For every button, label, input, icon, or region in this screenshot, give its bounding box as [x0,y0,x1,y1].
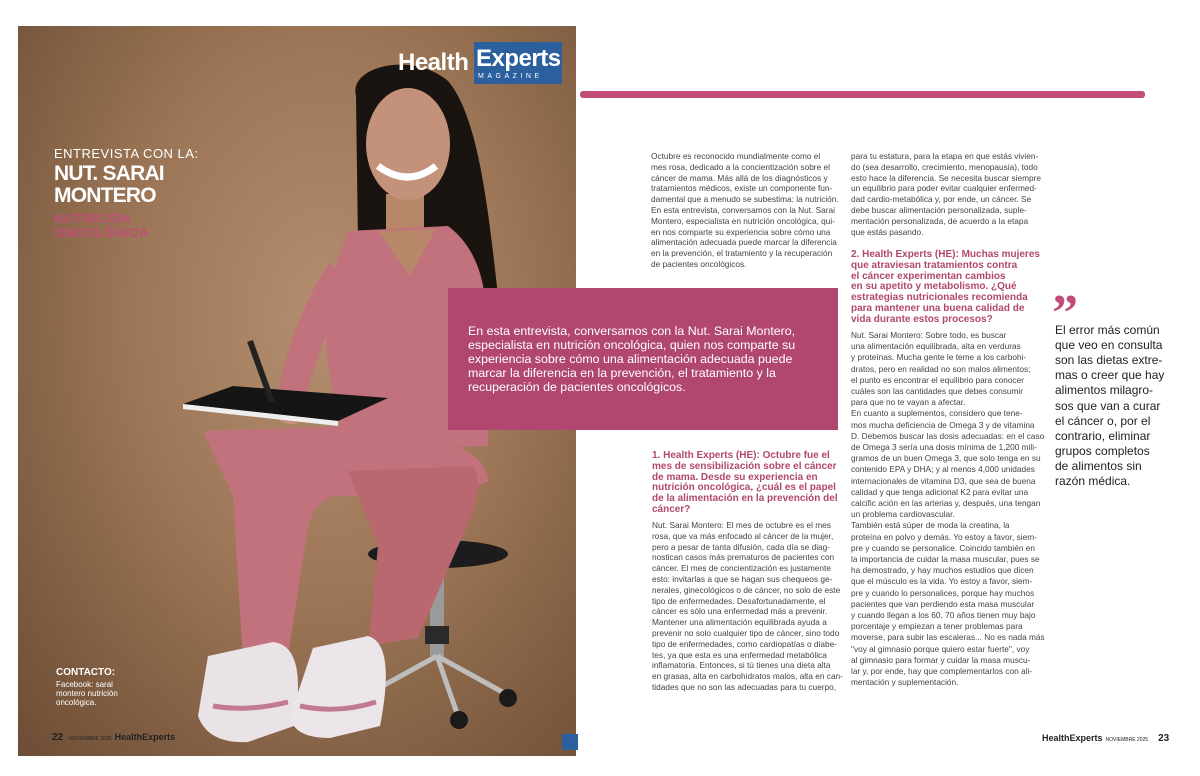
folio-brand: HealthExperts [1042,733,1103,743]
question-line: 1. Health Experts (HE): Octubre fue el [652,450,830,461]
pull-quote-line: El error más común [1055,323,1160,337]
answer-line: do (sea desarrollo, crecimiento, menopausia), todo [851,161,1038,172]
specialty-line: NUTRICIÓN [54,211,131,226]
right-page-folio [1042,733,1169,744]
folio-month: NOVIEMBRE 2025 [69,736,112,742]
interviewee-name-line: NUT. SARAI [54,162,164,185]
answer-line: dratos, pero en realidad no son malos alimentos; [851,363,1031,374]
answer-line: En cuanto a suplementos, considero que tene- [851,408,1023,419]
logo-subtitle: MAGAZINE [478,73,543,80]
answer-line: pre y cuando lo personalices, porque hay muchos [851,587,1035,598]
intro-line: en nos comparte su experiencia sobre cómo una [651,226,831,237]
callout-line: experiencia sobre cómo una alimentación adecuada puede [468,352,793,366]
pull-quote-line: alimentos milagro- [1055,383,1154,398]
page-number: 22 [52,732,64,743]
question-line: nutrición oncológica, ¿cuál es el papel [652,482,836,494]
pull-quote-line: contrario, eliminar [1055,428,1151,443]
answer-line: mentación y suplementación. [851,677,959,688]
left-page-folio [52,732,175,743]
answer-line: calidad y que tenga adicional K2 para evitar una [851,486,1029,497]
answer-line: tidades que no son las adecuadas para tu cuerpo, [652,682,837,692]
intro-line: mes rosa, dedicado a la concientización sobre el [651,161,830,172]
intro-line: En esta entrevista, conversamos con la Nut. Sarai [651,205,836,215]
callout-box [448,288,838,430]
answer-line: esto hace la diferencia. Se necesita buscar siempre [851,172,1042,183]
quote-mark-icon: ” [1052,285,1078,342]
magazine-logo [398,42,562,84]
logo-word-experts: Experts [476,45,561,72]
answer-line: lar y, por ende, hay que complementarlos con ali- [851,666,1033,676]
answer-line: pacientes que van perdiendo esta masa muscular [851,598,1035,609]
answer-line: También está súper de moda la creatina, la [851,520,1010,531]
answer-line: pero a pesar de tanta difusión, cada día se diag- [652,541,831,552]
answer-line: que el músculo es la vida. Yo estoy a favor, siem- [851,576,1033,587]
folio-month: NOVIEMBRE 2025 [1105,737,1149,743]
answer-line: tes, ya que esta es una enfermedad metabólica [652,649,827,660]
intro-line: alimentación adecuada puede marcar la diferencia [651,237,837,248]
answer-line: mentación personalizada, de acuerdo a la etapa [851,215,1029,226]
contact-title: CONTACTO: [56,667,116,678]
pull-quote-line: el cáncer o, por el [1055,413,1151,428]
answer-line: Nut. Sarai Montero: Sobre todo, es buscar [851,330,1007,340]
question-line: de la alimentación en la prevención del [652,493,838,505]
answer-line: tipo de enfermedades. Desafortunadamente, el [652,595,826,606]
answer-line: una alimentación equilibrada, alta en verduras [851,341,1021,352]
pull-quote-line: son las dietas extre- [1055,353,1163,368]
question-line: mes de sensibilización sobre el cáncer [652,460,837,472]
question-line: estrategias nutricionales recomienda [851,292,1028,304]
answer-line: debe buscar alimentación personalizada, suple- [851,205,1027,215]
answer-line: cuáles son las cantidades que debes consumir [851,386,1024,396]
intro-line: Octubre es reconocido mundialmente como el [651,151,821,161]
intro-line: Montero, especialista en nutrición oncológica, qui- [651,215,836,226]
callout-line: recuperación de pacientes oncológicos. [468,380,686,394]
answer-line: mos mucha deficiencia de Omega 3 y de vitamina [851,419,1035,430]
interviewee-name-line: MONTERO [54,184,156,207]
answer-line: calcific ación en las arterias y, después, una tengan [851,498,1041,508]
answer-line: proteína en polvo y demás. Yo estoy a favor, siem- [851,531,1037,542]
answer-line: nostican casos más prematuros de pacientes con [652,552,835,563]
callout-line: En esta entrevista, conversamos con la Nut. Sarai Montero, [468,324,796,338]
intro-line: cáncer de mama. Más allá de los diagnósticos y [651,172,828,183]
answer-line: contenido EPA y DHA; y al menos 4,000 unidades [851,464,1035,475]
answer-line: el punto es encontrar el equilibrio para conocer [851,374,1024,385]
answer-line: nerales, ginecológicos o de cáncer, no solo de este [652,584,841,595]
question-line: para mantener una buena calidad de [851,303,1025,314]
answer-line: cáncer. El mes de concientización es justamente [652,563,831,574]
pull-quote-line: mas o creer que hay [1055,368,1165,383]
answer-line: un problema cardiovascular. [851,509,955,520]
answer-line: Nut. Sarai Montero: El mes de octubre es el mes [652,520,831,530]
answer-line: prevenir no solo cualquier tipo de cáncer, sino todo [652,628,840,638]
answer-line: y proteínas. Mucha gente le teme a los carbohi- [851,352,1027,363]
answer-line: gramos de un buen Omega 3, que solo tenga en su [851,453,1041,464]
answer-line: la importancia de cuidar la masa muscular, pues se [851,554,1040,564]
answer-line: al gimnasio para formar y cuidar la masa muscu- [851,654,1031,665]
question-line: en su apetito y metabolismo. ¿Qué [851,281,1017,293]
pull-quote-line: grupos completos [1055,443,1150,458]
folio-brand: HealthExperts [114,732,176,742]
interview-intro-label: ENTREVISTA CON LA: [54,146,199,161]
intro-line: en la prevención, el tratamiento y la recuperación [651,248,833,259]
callout-line: marcar la diferencia en la prevención, el tratamiento y la [468,366,776,380]
callout-line: especialista en nutrición oncológica, quien nos comparte su [468,338,796,352]
answer-line: de Omega 3 sería una dosis mínima de 1,200 mili- [851,442,1037,452]
contact-line: Facebook: sarai [56,680,113,689]
answer-line: inflamatoria. Entonces, si tú tienes una dieta alta [652,660,831,671]
question-line: que atraviesan tratamientos contra [851,259,1018,271]
answer-line: cáncer es sólo una enfermedad más a prevenir. [652,606,828,617]
answer-line: que estás pasando. [851,226,924,237]
answer-line: D. Debemos buscar las dosis adecuadas: en el caso [851,430,1045,441]
answer-line: un equilibrio para poder evitar cualquier enfermed- [851,183,1037,194]
answer-line: tipo de enfermedades, como cardiopatías o diabe- [652,638,837,649]
answer-line: para tu estatura, para la etapa en que estás vivien- [851,151,1039,161]
answer-line: para que no te vayan a afectar. [851,397,966,408]
question-line: de mama. Desde su experiencia en [652,471,818,483]
answer-line: "voy al gimnasio porque quiero estar fuerte", voy [851,643,1030,654]
question-line: cáncer? [652,504,691,515]
question-line: el cáncer experimentan cambios [851,270,1006,282]
intro-line: damental que a menudo se subestima: la nutrición. [651,194,839,205]
question-line: 2. Health Experts (HE): Muchas mujeres [851,249,1040,260]
intro-line: tratamientos médicos, existe un componente fun- [651,183,833,194]
intro-line: de pacientes oncológicos. [651,259,747,269]
question-line: vida durante estos procesos? [851,313,993,325]
answer-line: rosa, que va más enfocado al cáncer de la mujer, [652,530,834,541]
logo-word-health: Health [398,49,469,76]
answer-line: y cuando llegan a los 60, 70 años tienen muy bajo [851,610,1036,620]
answer-line: pre y cuando se personalice. Coincido también en [851,542,1036,553]
pull-quote-line: de alimentos sin [1055,458,1142,473]
answer-line: moverse, para subir las escaleras... No es nada más [851,632,1045,643]
answer-line: en grasas, alta en carbohidratos malos, alta en can- [652,671,843,682]
pull-quote-line: sos que van a curar [1055,398,1161,413]
pull-quote-line: razón médica. [1055,474,1131,488]
accent-bar [580,91,1145,98]
contact-line: oncológica. [56,698,97,707]
answer-line: esto: invitarlas a que se hagan sus chequeos ge- [652,574,833,584]
pull-quote-line: que veo en consulta [1055,338,1163,353]
answer-line: internacionales de vitamina D3, que sea de buena [851,475,1036,486]
answer-line: dad cardio-metabólica y, por ende, un cáncer. Se [851,194,1032,205]
answer-line: ha demostrado, y hay muchos estudios que dicen [851,565,1034,576]
contact-line: montero nutrición [56,689,118,698]
page-number: 23 [1158,733,1170,744]
blue-square-marker [562,734,578,750]
answer-line: porcentaje y empiezan a tener problemas para [851,621,1023,632]
specialty-line: ONCOLÓGICA [54,225,149,240]
answer-line: Mantener una alimentación equilibrada ayuda a [652,617,827,628]
